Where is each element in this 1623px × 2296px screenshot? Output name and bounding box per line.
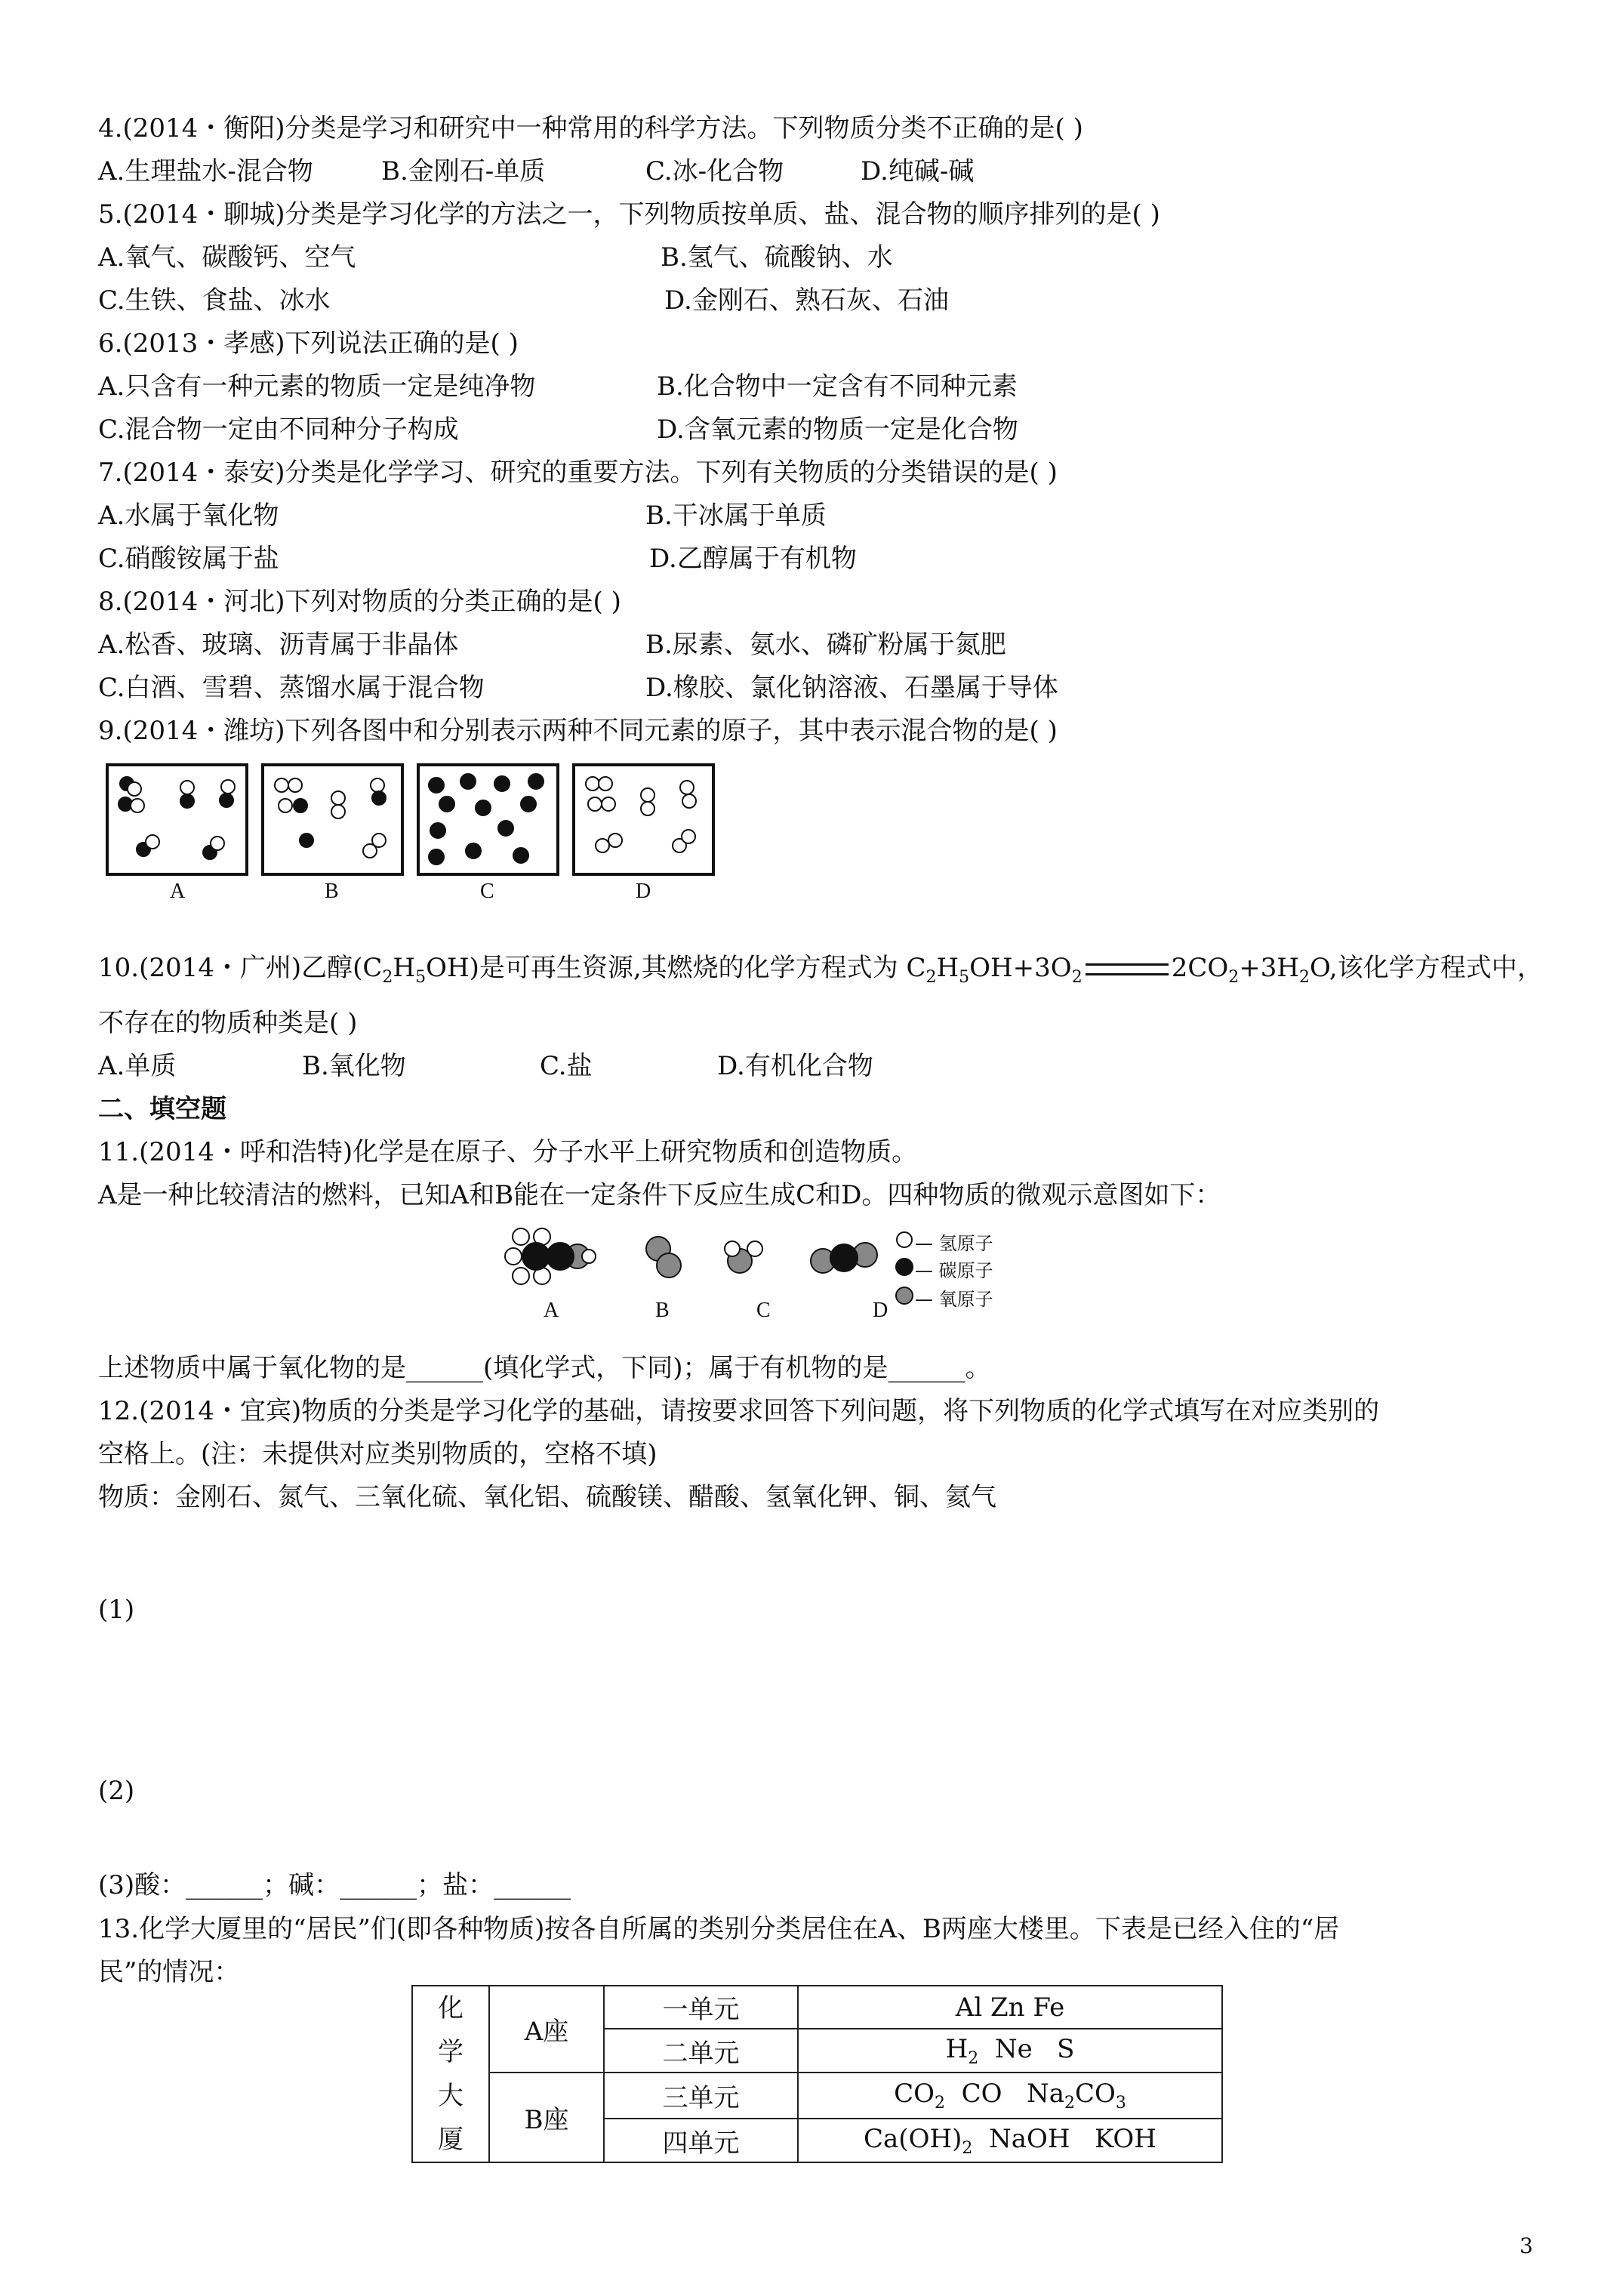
q5-option-c: C.生铁、食盐、冰水 <box>98 285 331 316</box>
q6-option-c: C.混合物一定由不同种分子构成 <box>98 415 459 445</box>
q4-option-a: A.生理盐水-混合物 <box>98 156 313 186</box>
q11-line2: A是一种比较清洁的燃料，已知A和B能在一定条件下反应生成C和D。四种物质的微观示意图如下： <box>98 1180 1221 1210</box>
block-b-cell: B座 <box>489 2073 604 2162</box>
equation-arrow <box>1086 963 1169 975</box>
q11-label-b: B <box>655 1299 670 1322</box>
q11-label-c: C <box>756 1299 771 1322</box>
q12-stem: 12.(2014・宜宾)物质的分类是学习化学的基础，请按要求回答下列问题，将下列物质的化学式填写在对应类别的 <box>98 1396 1380 1426</box>
section-heading: 二、填空题 <box>98 1094 226 1124</box>
q9-label-d: D <box>636 880 651 903</box>
chemistry-building-table <box>411 1985 1223 2163</box>
q7-option-d: D.乙醇属于有机物 <box>649 544 857 574</box>
q11-label-a: A <box>544 1299 559 1322</box>
q11-label-d: D <box>873 1299 888 1322</box>
unit-2-cell: 二单元 <box>604 2029 798 2073</box>
q9-label-b: B <box>325 880 339 903</box>
q6-option-d: D.含氧元素的物质一定是化合物 <box>657 415 1018 445</box>
q12-line2: 空格上。(注：未提供对应类别物质的，空格不填) <box>98 1439 658 1469</box>
unit-2-residents: $H_2$ Ne S <box>798 2029 1222 2073</box>
q4-option-d: D.纯碱-碱 <box>861 156 975 186</box>
q7-option-b: B.干冰属于单质 <box>645 501 827 531</box>
q12-part-1: (1) <box>98 1595 135 1625</box>
q4-stem: 4.(2014・衡阳)分类是学习和研究中一种常用的科学方法。下列物质分类不正确的是( ) <box>98 113 1083 143</box>
q5-stem: 5.(2014・聊城)分类是学习化学的方法之一，下列物质按单质、盐、混合物的顺序排列的是( ) <box>98 199 1160 230</box>
unit-1-residents: Al Zn Fe <box>798 1986 1222 2029</box>
q9-particle-diagrams <box>98 759 725 917</box>
building-name-cell: 化 学 大 厦 <box>412 1986 489 2162</box>
q9-stem: 9.(2014・潍坊)下列各图中和分别表示两种不同元素的原子，其中表示混合物的是( ) <box>98 716 1058 746</box>
q4-option-c: C.冰-化合物 <box>645 156 784 186</box>
q7-stem: 7.(2014・泰安)分类是化学学习、研究的重要方法。下列有关物质的分类错误的是( ) <box>98 458 1058 488</box>
q8-stem: 8.(2014・河北)下列对物质的分类正确的是( ) <box>98 587 621 617</box>
legend-oxygen-swatch <box>896 1287 913 1304</box>
legend-hydrogen-swatch <box>897 1232 912 1247</box>
legend-oxygen: — 氧原子 <box>915 1289 993 1310</box>
q12-part-2: (2) <box>98 1776 135 1806</box>
q10-option-a: A.单质 <box>98 1051 177 1081</box>
legend-hydrogen: — 氢原子 <box>915 1233 993 1254</box>
q13-line2: 民”的情况： <box>98 1957 240 1987</box>
q11-stem: 11.(2014・呼和浩特)化学是在原子、分子水平上研究物质和创造物质。 <box>98 1137 918 1167</box>
q7-option-a: A.水属于氧化物 <box>98 501 279 531</box>
q5-option-a: A.氧气、碳酸钙、空气 <box>98 242 356 273</box>
legend-carbon-swatch <box>896 1259 913 1275</box>
unit-1-cell: 一单元 <box>604 1986 798 2029</box>
unit-4-cell: 四单元 <box>604 2119 798 2162</box>
q10-line2: 不存在的物质种类是( ) <box>98 1008 358 1038</box>
q10-option-b: B.氧化物 <box>302 1051 406 1081</box>
q4-option-b: B.金刚石-单质 <box>381 156 546 186</box>
block-a-cell: A座 <box>489 1986 604 2073</box>
q10-option-d: D.有机化合物 <box>717 1051 873 1081</box>
q7-option-c: C.硝酸铵属于盐 <box>98 544 279 574</box>
unit-4-residents: $Ca(OH)_2$ NaOH KOH <box>798 2119 1222 2162</box>
page-number: 3 <box>1520 2233 1533 2258</box>
q8-option-c: C.白酒、雪碧、蒸馏水属于混合物 <box>98 673 485 703</box>
q6-option-b: B.化合物中一定含有不同种元素 <box>657 371 1018 402</box>
q8-option-d: D.橡胶、氯化钠溶液、石墨属于导体 <box>645 673 1058 703</box>
q9-label-a: A <box>170 880 186 903</box>
q12-substances: 物质：金刚石、氮气、三氧化硫、氧化铝、硫酸镁、醋酸、氢氧化钾、铜、氦气 <box>98 1482 996 1512</box>
q8-option-b: B.尿素、氨水、磷矿粉属于氮肥 <box>645 630 1006 660</box>
q6-stem: 6.(2013・孝感)下列说法正确的是( ) <box>98 328 519 359</box>
q6-option-a: A.只含有一种元素的物质一定是纯净物 <box>98 371 536 402</box>
q13-stem: 13.化学大厦里的“居民”们(即各种物质)按各自所属的类别分类居住在A、B两座大楼里。下表是已经入住的“居 <box>98 1914 1340 1944</box>
q10-option-c: C.盐 <box>540 1051 593 1081</box>
unit-3-cell: 三单元 <box>604 2073 798 2119</box>
q12-part-3: (3)酸：______；碱：______；盐：______ <box>98 1870 571 1900</box>
q8-option-a: A.松香、玻璃、沥青属于非晶体 <box>98 630 459 660</box>
q11-question: 上述物质中属于氧化物的是______(填化学式，下同)；属于有机物的是______。 <box>98 1353 991 1383</box>
q10-line1: 10.(2014・广州)乙醇$(C_2H_5OH)$是可再生资源,其燃烧的化学方程式为 $C_2H_5OH+3O_2$ $2CO_2+3H_2O$,该化学方程式中， <box>98 953 1543 987</box>
q9-label-c: C <box>480 880 494 903</box>
legend-carbon: — 碳原子 <box>915 1260 993 1281</box>
q5-option-d: D.金刚石、熟石灰、石油 <box>664 285 949 316</box>
unit-3-residents: $CO_2$ CO $Na_2CO_3$ <box>798 2073 1222 2119</box>
q5-option-b: B.氢气、硫酸钠、水 <box>661 242 893 273</box>
